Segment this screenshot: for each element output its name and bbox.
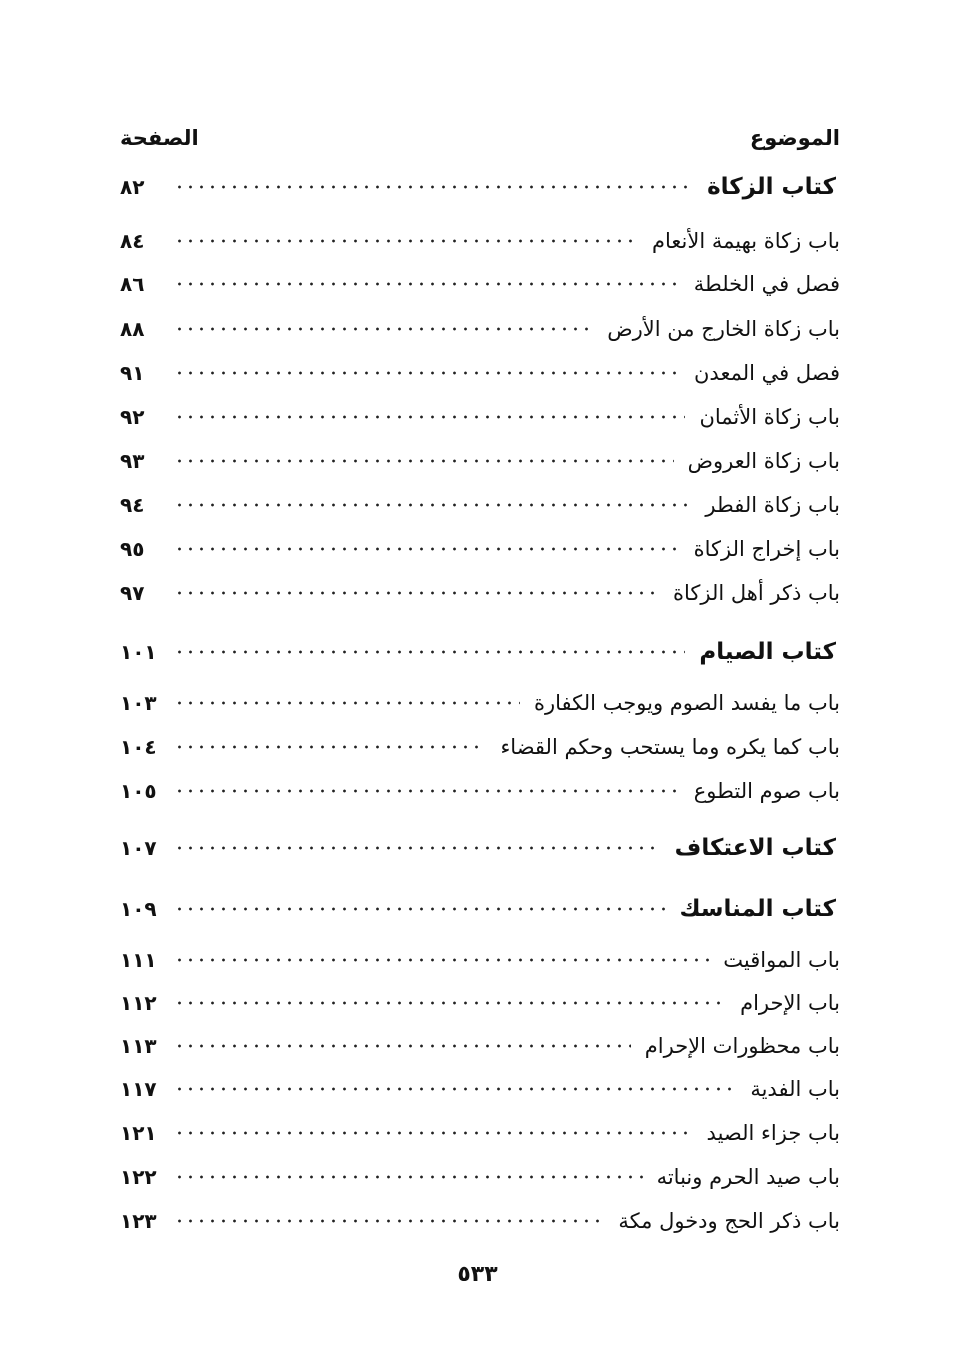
dot-leader bbox=[174, 370, 680, 376]
toc-entry-page: ٩١ bbox=[120, 361, 145, 385]
toc-entry-title: باب محظورات الإحرام bbox=[644, 1034, 840, 1058]
dot-leader bbox=[174, 238, 638, 244]
toc-entry-chapter bbox=[120, 441, 840, 481]
toc-entry-page: ١٢٣ bbox=[120, 1209, 157, 1233]
toc-entry-chapter bbox=[120, 983, 840, 1023]
dot-leader bbox=[174, 845, 661, 851]
toc-entry-page: ١٠٧ bbox=[120, 836, 157, 860]
toc-entry-title: باب ما يفسد الصوم ويوجب الكفارة bbox=[534, 691, 840, 715]
dot-leader bbox=[174, 184, 693, 190]
dot-leader bbox=[174, 1130, 693, 1136]
dot-leader bbox=[174, 326, 593, 332]
toc-entry-chapter bbox=[120, 397, 840, 437]
toc-entry-chapter bbox=[120, 1201, 840, 1241]
toc-entry-title: باب جزاء الصيد bbox=[706, 1121, 840, 1145]
toc-entry-title: باب زكاة العروض bbox=[687, 449, 840, 473]
toc-entry-chapter bbox=[120, 573, 840, 613]
toc-entry-chapter bbox=[120, 683, 840, 723]
toc-entry-page: ٩٥ bbox=[120, 537, 145, 561]
toc-entry-title: فصل في الخلطة bbox=[693, 272, 840, 296]
toc-entry-page: ٨٤ bbox=[120, 229, 145, 253]
toc-entry-title: باب زكاة الأثمان bbox=[699, 405, 840, 429]
dot-leader bbox=[174, 906, 665, 912]
dot-leader bbox=[174, 414, 685, 420]
toc-entry-page: ٩٣ bbox=[120, 449, 145, 473]
dot-leader bbox=[174, 1218, 604, 1224]
toc-entry-title: باب ذكر أهل الزكاة bbox=[672, 581, 840, 605]
toc-entry-chapter bbox=[120, 221, 840, 261]
toc-entry-book bbox=[120, 828, 840, 868]
toc-entry-page: ٨٢ bbox=[120, 175, 145, 199]
dot-leader bbox=[174, 957, 709, 963]
toc-entry-title: باب زكاة الفطر bbox=[705, 493, 840, 517]
toc-entry-title: كتاب الاعتكاف bbox=[674, 835, 836, 861]
toc-entry-book bbox=[120, 632, 840, 672]
toc-entry-page: ١٠١ bbox=[120, 640, 157, 664]
toc-entry-chapter bbox=[120, 940, 840, 980]
toc-entry-title: باب المواقيت bbox=[723, 948, 840, 972]
dot-leader bbox=[174, 590, 659, 596]
toc-entry-page: ١١٣ bbox=[120, 1034, 157, 1058]
dot-leader bbox=[174, 1043, 631, 1049]
toc-entry-chapter bbox=[120, 1157, 840, 1197]
dot-leader bbox=[174, 1086, 736, 1092]
toc-entry-title: كتاب المناسك bbox=[679, 896, 836, 922]
dot-leader bbox=[174, 788, 680, 794]
toc-entry-chapter bbox=[120, 485, 840, 525]
toc-entry-page: ١٠٥ bbox=[120, 779, 157, 803]
toc-entry-page: ٨٨ bbox=[120, 317, 145, 341]
toc-entry-page: ١٠٩ bbox=[120, 897, 157, 921]
toc-entry-book bbox=[120, 889, 840, 929]
dot-leader bbox=[174, 458, 674, 464]
toc-entry-title: باب ذكر الحج ودخول مكة bbox=[618, 1209, 840, 1233]
toc-entry-title: باب زكاة بهيمة الأنعام bbox=[651, 229, 840, 253]
toc-entry-page: ٩٢ bbox=[120, 405, 145, 429]
page-column-label: الصفحة bbox=[120, 126, 199, 150]
toc-entry-page: ٩٤ bbox=[120, 493, 145, 517]
topic-column-label: الموضوع bbox=[749, 126, 840, 150]
toc-entry-title: كتاب الصيام bbox=[699, 639, 836, 665]
page-number: ٥٣٣ bbox=[457, 1262, 498, 1287]
toc-entry-page: ١٠٣ bbox=[120, 691, 157, 715]
toc-entry-chapter bbox=[120, 727, 840, 767]
toc-entry-chapter bbox=[120, 264, 840, 304]
dot-leader bbox=[174, 1174, 643, 1180]
toc-entry-title: فصل في المعدن bbox=[694, 361, 840, 385]
toc-entry-chapter bbox=[120, 529, 840, 569]
dot-leader bbox=[174, 281, 680, 287]
toc-entry-title: باب إخراج الزكاة bbox=[693, 537, 840, 561]
toc-entry-chapter bbox=[120, 771, 840, 811]
dot-leader bbox=[174, 700, 520, 706]
toc-entry-chapter bbox=[120, 353, 840, 393]
toc-entry-page: ٩٧ bbox=[120, 581, 145, 605]
toc-entry-page: ١٢٢ bbox=[120, 1165, 157, 1189]
toc-entry-chapter bbox=[120, 1026, 840, 1066]
dot-leader bbox=[174, 1000, 726, 1006]
dot-leader bbox=[174, 744, 486, 750]
dot-leader bbox=[174, 649, 685, 655]
toc-entry-page: ٨٦ bbox=[120, 272, 145, 296]
toc-entry-page: ١١٢ bbox=[120, 991, 157, 1015]
toc-entry-title: باب صيد الحرم ونباته bbox=[656, 1165, 840, 1189]
toc-entry-title: باب زكاة الخارج من الأرض bbox=[607, 317, 840, 341]
dot-leader bbox=[174, 546, 680, 552]
toc-entry-title: باب الفدية bbox=[750, 1077, 840, 1101]
toc-entry-page: ١١٧ bbox=[120, 1077, 157, 1101]
toc-entry-page: ١٢١ bbox=[120, 1121, 157, 1145]
toc-entry-title: كتاب الزكاة bbox=[707, 174, 836, 200]
toc-entry-title: باب صوم التطوع bbox=[693, 779, 840, 803]
toc-entry-page: ١٠٤ bbox=[120, 735, 157, 759]
toc-entry-chapter bbox=[120, 1113, 840, 1153]
toc-entry-book bbox=[120, 167, 840, 207]
dot-leader bbox=[174, 502, 691, 508]
toc-entry-title: باب كما يكره وما يستحب وحكم القضاء bbox=[500, 735, 840, 759]
toc-entry-page: ١١١ bbox=[120, 948, 157, 972]
toc-entry-chapter bbox=[120, 1069, 840, 1109]
toc-header bbox=[120, 118, 840, 158]
toc-entry-chapter bbox=[120, 309, 840, 349]
toc-entry-title: باب الإحرام bbox=[740, 991, 840, 1015]
